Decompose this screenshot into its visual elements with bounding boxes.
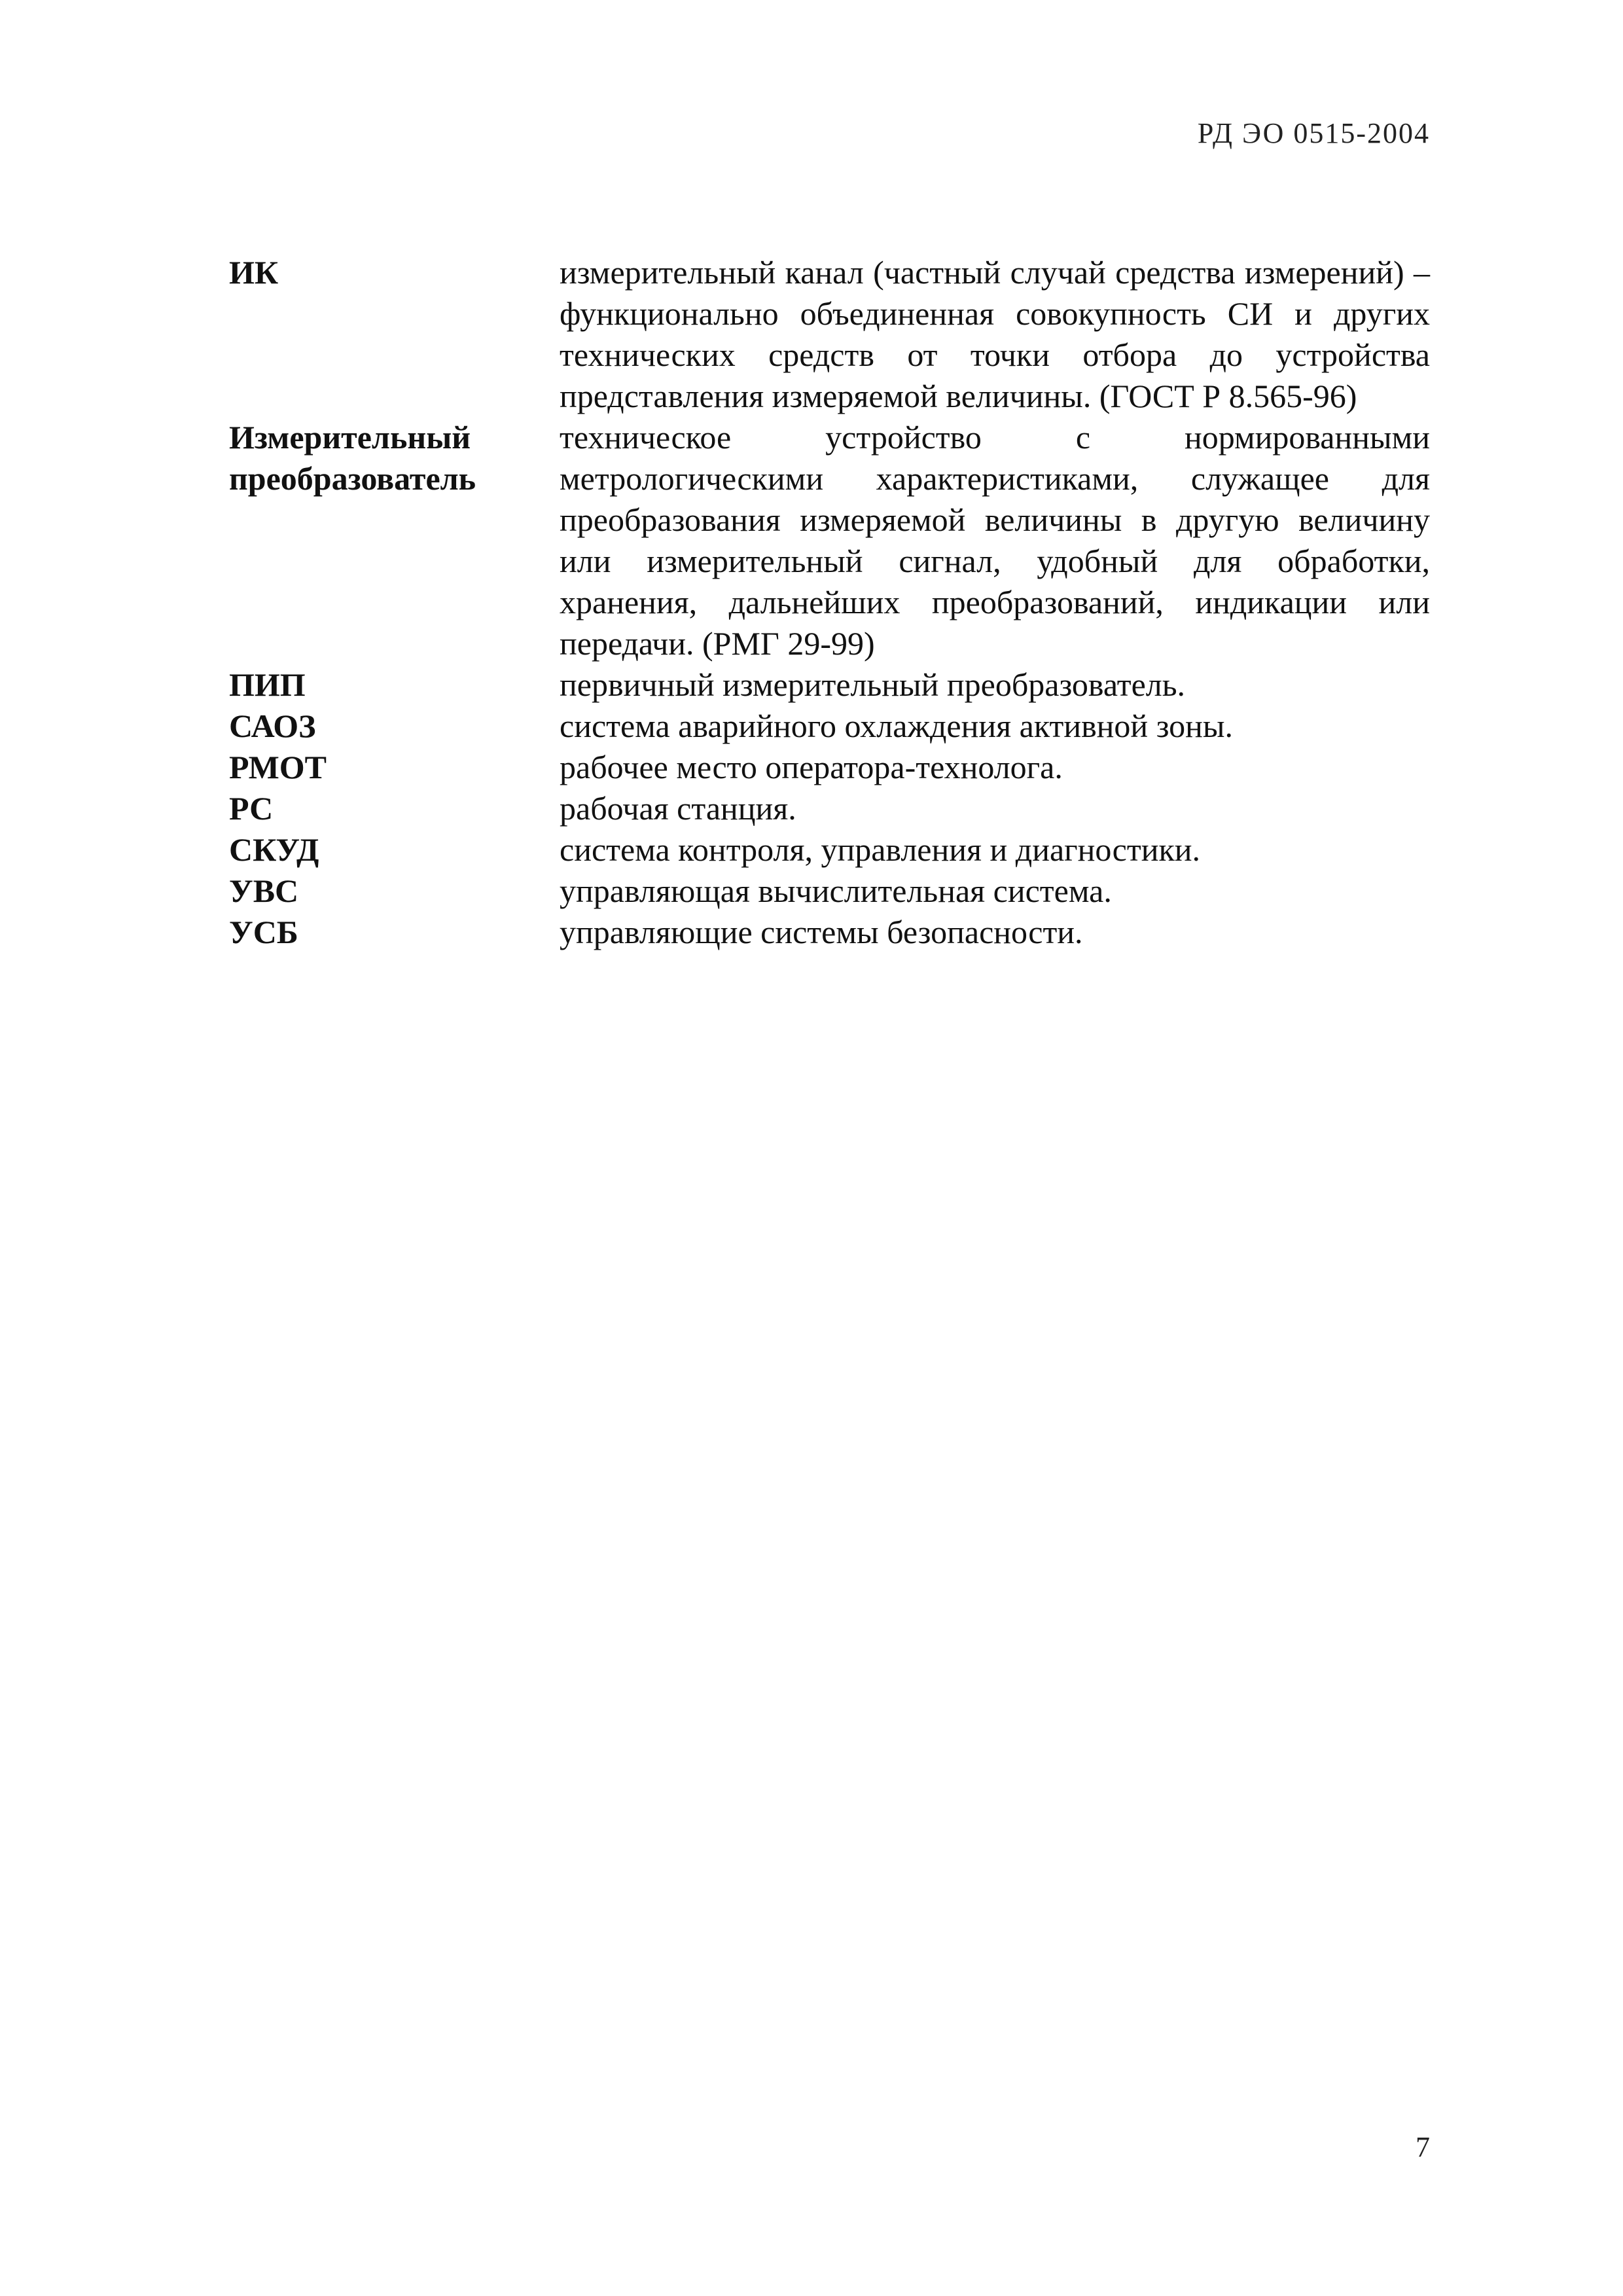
term-definition: управляющие системы безопасности. (560, 914, 1083, 950)
term-definition: система аварийного охлаждения активной зоны. (560, 708, 1234, 744)
term-row (229, 788, 1430, 829)
term-abbreviation: УВС (229, 872, 299, 909)
term-row (229, 747, 1430, 788)
term-abbreviation: ПИП (229, 666, 306, 703)
term-definition: система контроля, управления и диагностики. (560, 831, 1201, 868)
term-row (229, 417, 1430, 664)
term-abbreviation: РМОТ (229, 749, 327, 785)
page-number: 7 (1416, 2131, 1430, 2163)
term-definition: рабочая станция. (560, 790, 796, 827)
term-row (229, 912, 1430, 953)
term-definition: первичный измерительный преобразователь. (560, 666, 1186, 703)
term-row (229, 664, 1430, 706)
term-abbreviation: Измерительный преобразователь (229, 419, 476, 497)
term-definition: измерительный канал (частный случай средства измерений) – функционально объединенная совокупность СИ и других технических средств от точки отбора до устройства представления измеряемой величины. (ГОСТ Р 8.565-96) (560, 254, 1430, 414)
document-code: РД ЭО 0515-2004 (1197, 117, 1430, 149)
term-row (229, 252, 1430, 417)
term-abbreviation: САОЗ (229, 708, 316, 744)
term-abbreviation: РС (229, 790, 274, 827)
terms-list (229, 252, 1430, 953)
term-definition: управляющая вычислительная система. (560, 872, 1112, 909)
term-definition: рабочее место оператора-технолога. (560, 749, 1063, 785)
term-abbreviation: ИК (229, 254, 279, 291)
term-abbreviation: УСБ (229, 914, 298, 950)
term-row (229, 706, 1430, 747)
term-row (229, 870, 1430, 912)
term-row (229, 829, 1430, 870)
term-abbreviation: СКУД (229, 831, 319, 868)
term-definition: техническое устройство с нормированными метрологическими характеристиками, служащее для преобразования измеряемой величины в другую величину или измерительный сигнал, удобный для обработки, хранения, дальнейших преобразований, индикации или передачи. (РМГ 29-99) (560, 419, 1430, 662)
